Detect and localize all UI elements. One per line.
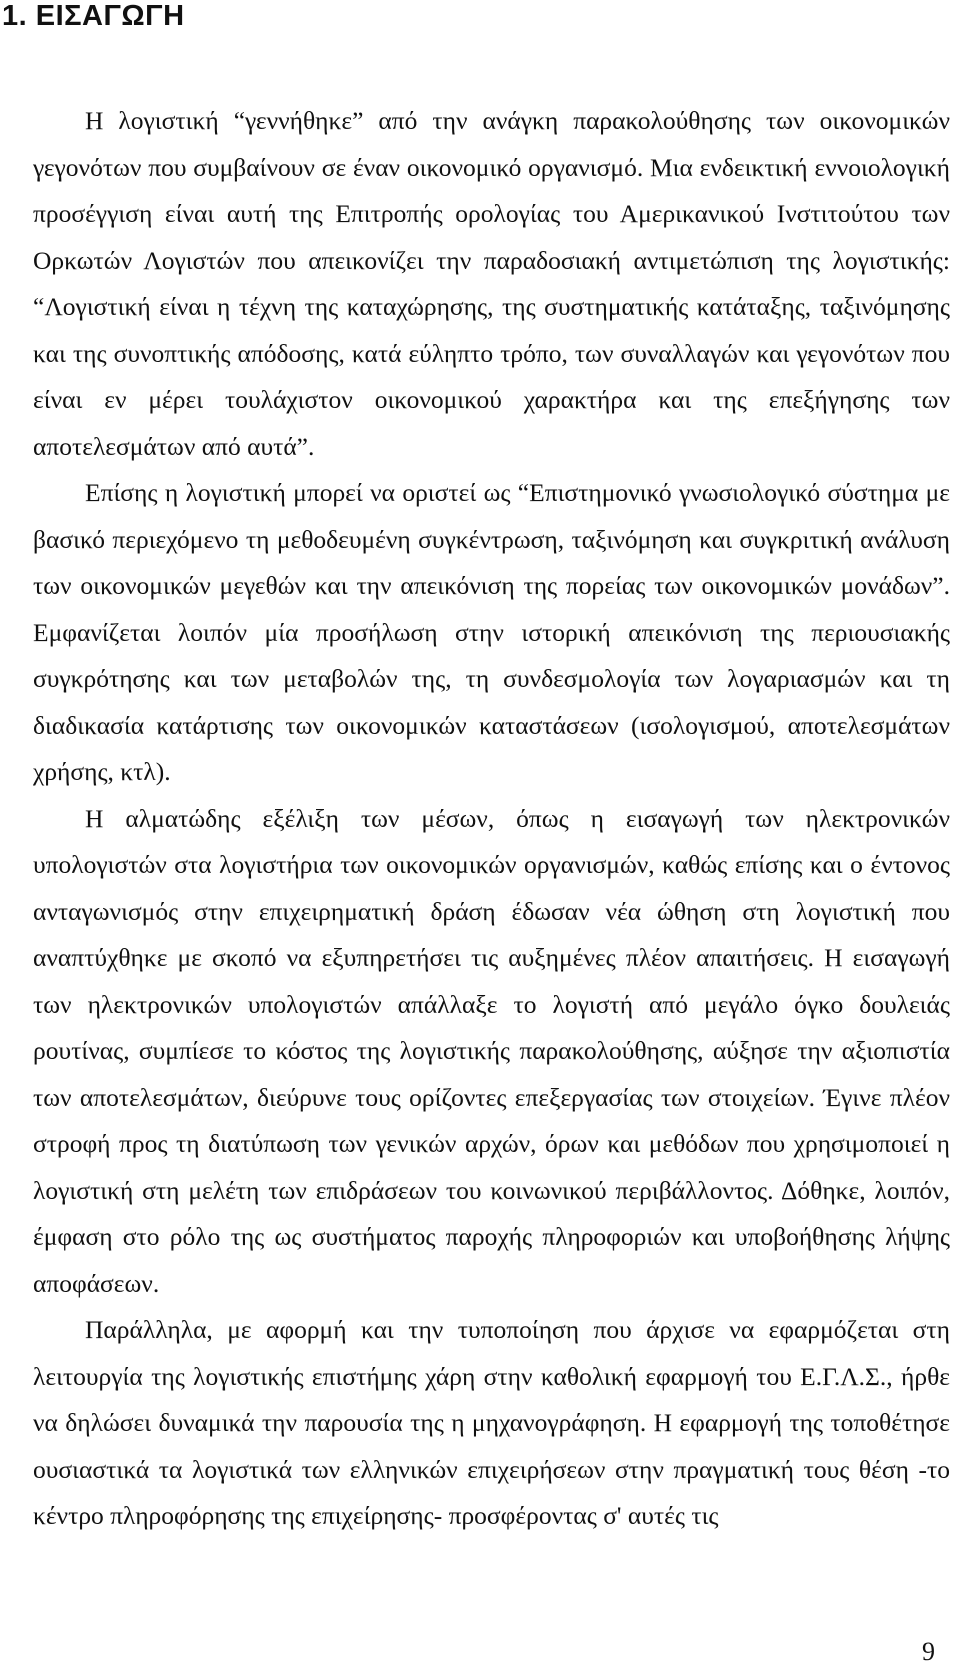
paragraph-4: Παράλληλα, με αφορμή και την τυποποίηση που άρχισε να εφαρμόζεται στη λειτουργία της λογιστικής επιστήμης χάρη στην καθολική εφαρμογή του Ε.Γ.Λ.Σ., ήρθε να δηλώσει δυναμικά την παρουσία της η μηχανογράφηση. Η εφαρμογή της τοποθέτησε ουσιαστικά τα λογιστικά των ελληνικών επιχειρήσεων στην πραγματική τους θέση -το κέντρο πληροφόρησης της επιχείρησης- προσφέροντας σ' αυτές τις <box>33 1315 950 1530</box>
page-number: 9 <box>922 1637 935 1666</box>
section-heading: 1. ΕΙΣΑΓΩΓΗ <box>2 0 185 32</box>
paragraph-1: Η λογιστική “γεννήθηκε” από την ανάγκη παρακολούθησης των οικονομικών γεγονότων που συμβαίνουν σε έναν οικονομικό οργανισμό. Μια ενδεικτική εννοιολογική προσέγγιση είναι αυτή της Επιτροπής ορολογίας του Αμερικανικού Ινστιτούτου των Ορκωτών Λογιστών που απεικονίζει την παραδοσιακή αντιμετώπιση της λογιστικής: “Λογιστική είναι η τέχνη της καταχώρησης, της συστηματικής κατάταξης, ταξινόμησης και της συνοπτικής απόδοσης, κατά εύληπτο τρόπο, των συναλλαγών και γεγονότων που είναι εν μέρει τουλάχιστον οικονομικού χαρακτήρα και της επεξήγησης των αποτελεσμάτων από αυτά”. <box>33 106 950 461</box>
paragraph-3: Η αλματώδης εξέλιξη των μέσων, όπως η εισαγωγή των ηλεκτρονικών υπολογιστών στα λογιστήρια των οικονομικών οργανισμών, καθώς επίσης και ο έντονος ανταγωνισμός στην επιχειρηματική δράση έδωσαν νέα ώθηση στη λογιστική που αναπτύχθηκε με σκοπό να εξυπηρετήσει τις αυξημένες πλέον απαιτήσεις. Η εισαγωγή των ηλεκτρονικών υπολογιστών απάλλαξε το λογιστή από μεγάλο όγκο δουλειάς ρουτίνας, συμπίεσε το κόστος της λογιστικής παρακολούθησης, αύξησε την αξιοπιστία των αποτελεσμάτων, διεύρυνε τους ορίζοντες επεξεργασίας των στοιχείων. Έγινε πλέον στροφή προς τη διατύπωση των γενικών αρχών, όρων και μεθόδων που χρησιμοποιεί η λογιστική στη μελέτη των επιδράσεων του κοινωνικού περιβάλλοντος. Δόθηκε, λοιπόν, έμφαση στο ρόλο της ως συστήματος παροχής πληροφοριών και υποβοήθησης λήψης αποφάσεων. <box>33 803 950 1298</box>
body-text <box>33 98 950 1540</box>
paragraph-2: Επίσης η λογιστική μπορεί να οριστεί ως “Επιστημονικό γνωσιολογικό σύστημα με βασικό περιεχόμενο τη μεθοδευμένη συγκέντρωση, ταξινόμηση και συγκριτική ανάλυση των οικονομικών μεγεθών και την απεικόνιση της πορείας των οικονομικών μονάδων”. Εμφανίζεται λοιπόν μία προσήλωση στην ιστορική απεικόνιση της περιουσιακής συγκρότησης και των μεταβολών της, τη συνδεσμολογία των λογαριασμών και τη διαδικασία κατάρτισης των οικονομικών καταστάσεων (ισολογισμού, αποτελεσμάτων χρήσης, κτλ). <box>33 478 950 786</box>
